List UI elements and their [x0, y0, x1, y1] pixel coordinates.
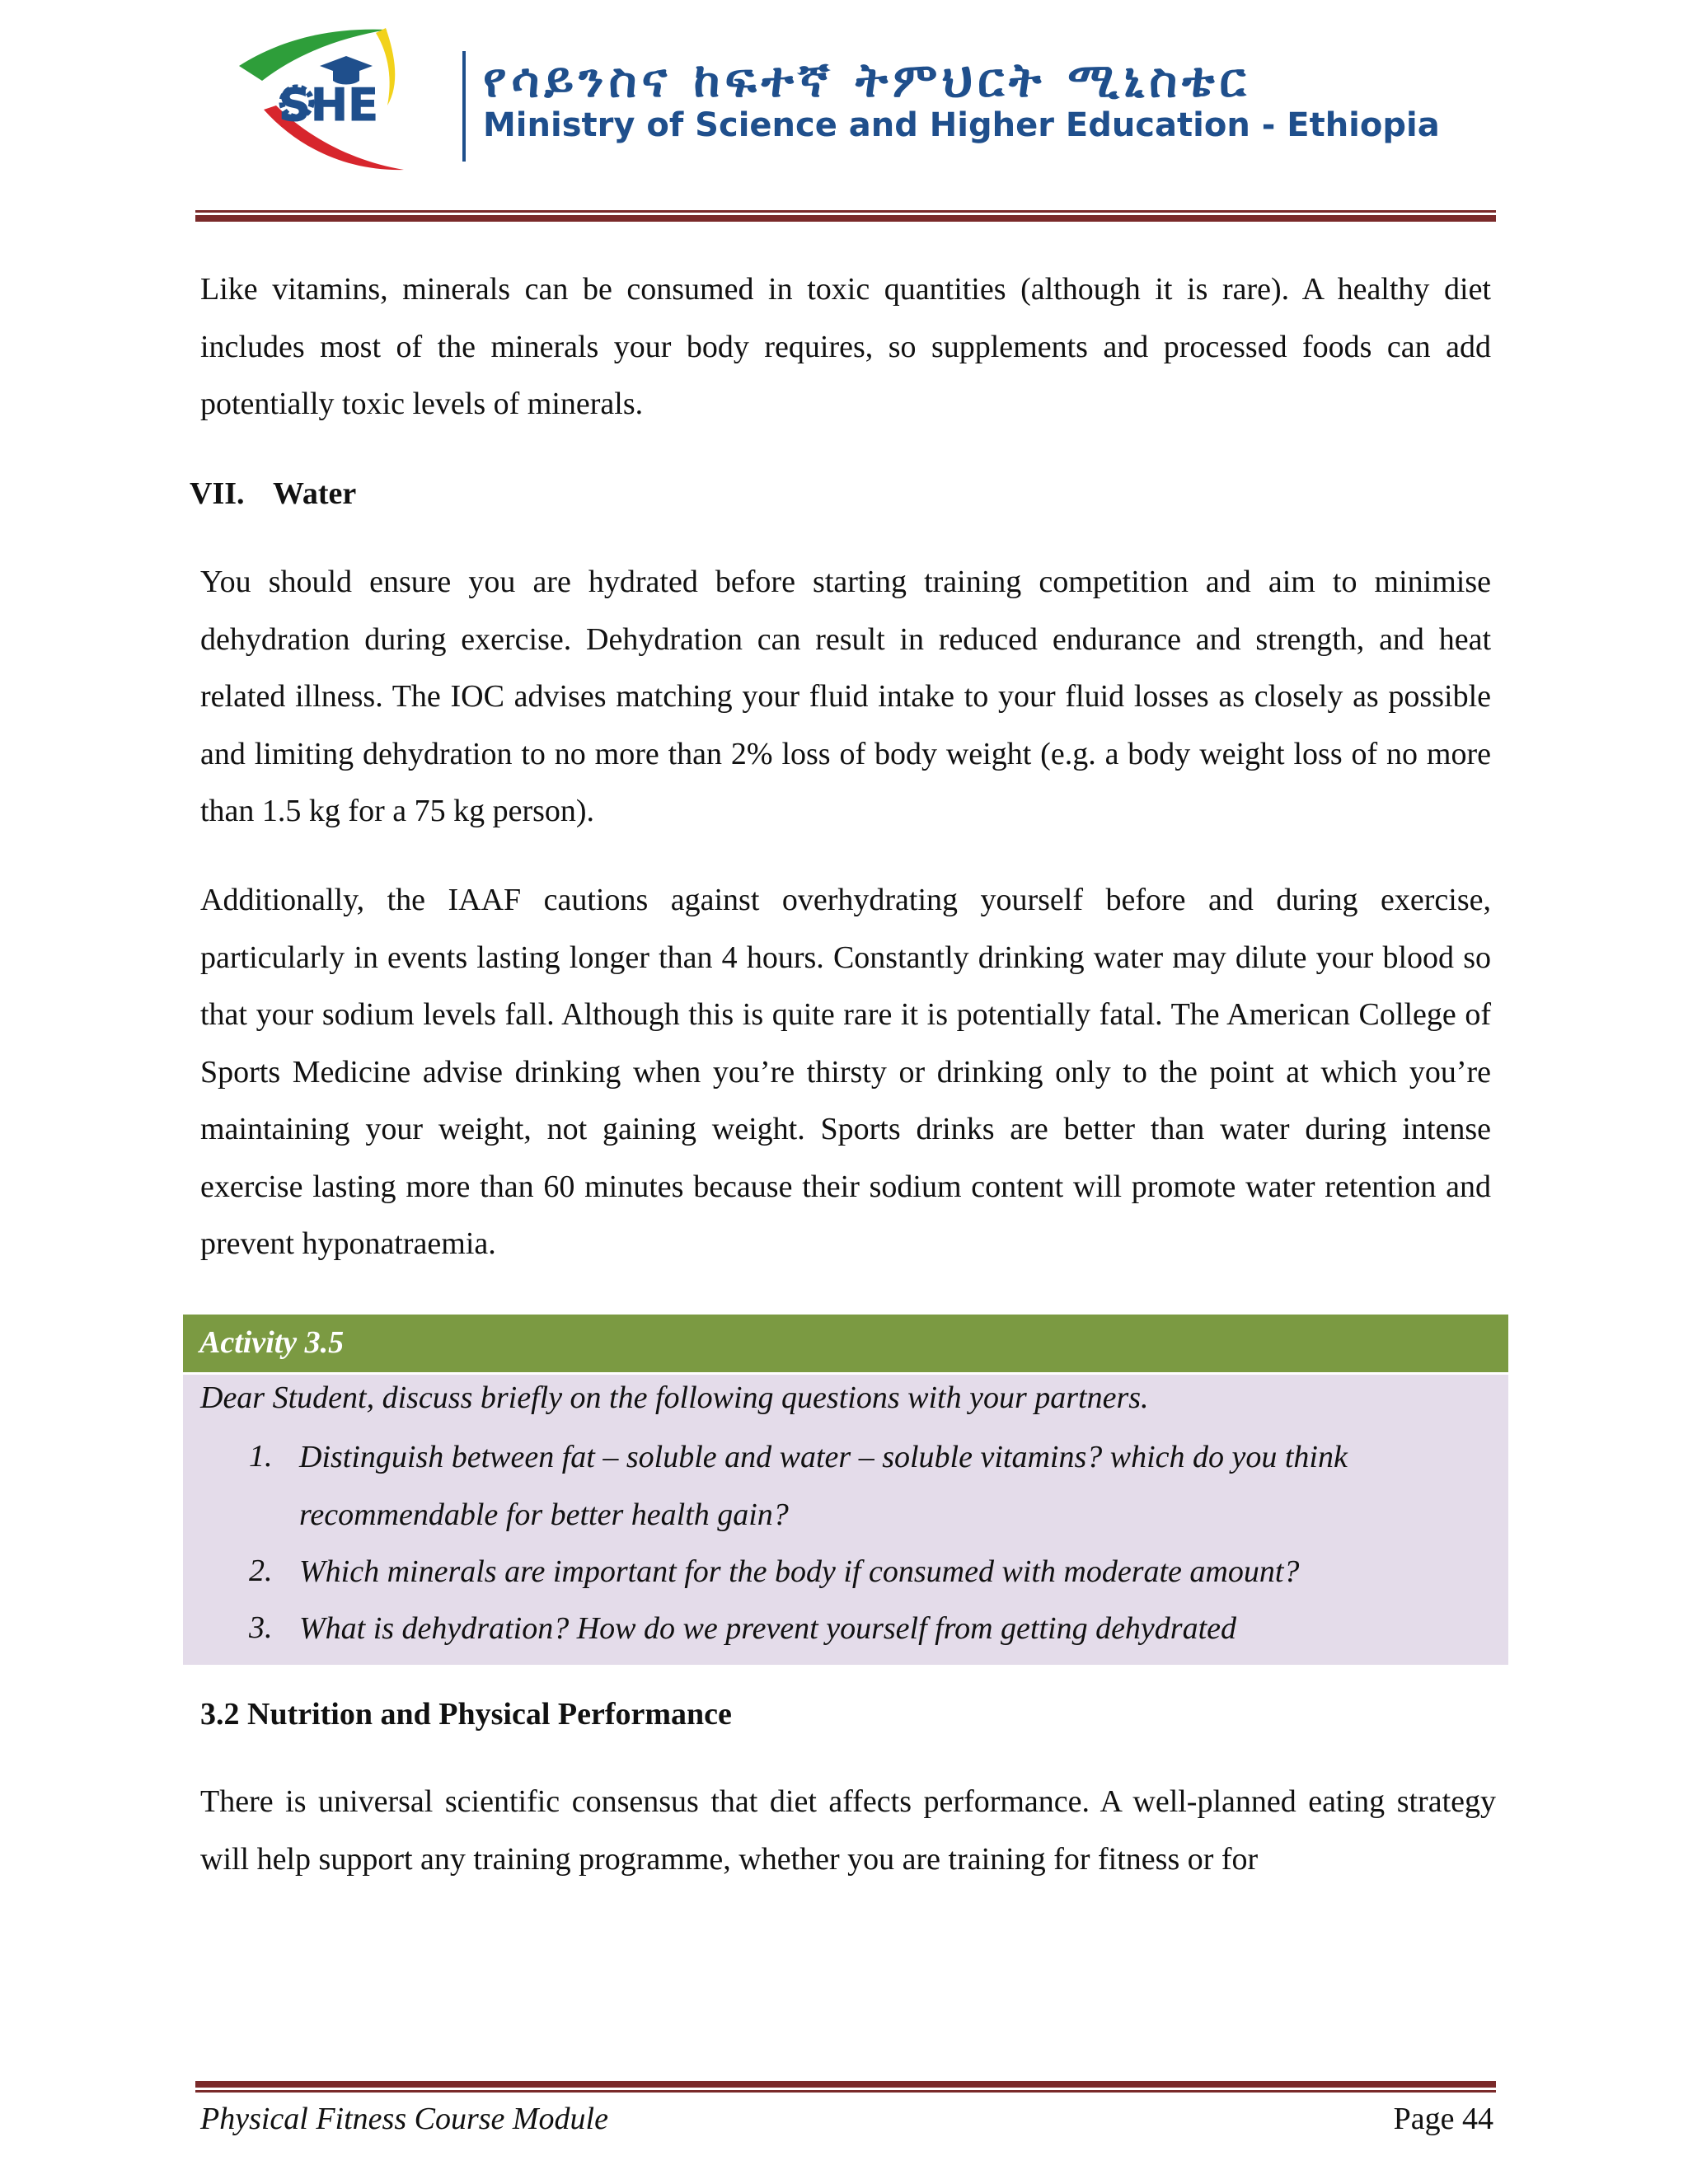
- question-text-2: Which minerals are important for the body if consumed with moderate amount?: [299, 1554, 1300, 1589]
- footer-module-title: Physical Fitness Course Module: [200, 2102, 608, 2136]
- activity-box: [183, 1375, 1508, 1665]
- header-vertical-divider: [462, 51, 466, 162]
- header-rule-thick: [195, 215, 1496, 222]
- water-heading-title: Water: [273, 476, 357, 511]
- activity-intro: Dear Student, discuss briefly on the following questions with your partners.: [200, 1380, 1149, 1415]
- water-paragraph-2: Additionally, the IAAF cautions against overhydrating yourself before and during exercise, particularly in events lasting longer than 4 hours. Constantly drinking water may dilute your blood so that your sodium levels fall. Although this is quite rare it is potentially fatal. The American College of Sports Medicine advise drinking when you’re thirsty or drinking only to the point at which you’re maintaining your weight, not gaining weight. Sports drinks are better than water during intense exercise lasting more than 60 minutes because their sodium content will promote water retention and prevent hyponatraemia.: [200, 883, 1491, 1261]
- section-heading: 3.2 Nutrition and Physical Performance: [200, 1697, 732, 1732]
- question-number-3: 3.: [249, 1610, 273, 1645]
- footer-rule-thick: [195, 2081, 1496, 2088]
- question-text-1: Distinguish between fat – soluble and water – soluble vitamins? which do you think recommendable for better health gain?: [299, 1440, 1348, 1532]
- minerals-paragraph: Like vitamins, minerals can be consumed in toxic quantities (although it is rare). A healthy diet includes most of the minerals your body requires, so supplements and processed foods can add potentially toxic levels of minerals.: [200, 272, 1491, 421]
- question-text-3: What is dehydration? How do we prevent yourself from getting dehydrated: [299, 1611, 1237, 1646]
- activity-title-bar: [183, 1315, 1508, 1372]
- footer-rule-thin: [195, 2090, 1496, 2093]
- activity-title: Activity 3.5: [199, 1325, 345, 1360]
- page-number: Page 44: [1393, 2102, 1493, 2136]
- nutrition-paragraph: There is universal scientific consensus that diet affects performance. A well-planned eating strategy will help support any training programme, whether you are training for fitness or for: [200, 1784, 1496, 1877]
- ministry-name-english: Ministry of Science and Higher Education - Ethiopia: [483, 106, 1440, 144]
- question-number-2: 2.: [249, 1554, 273, 1588]
- ministry-logo: [231, 23, 478, 188]
- logo-green-swoosh: [239, 30, 387, 81]
- header-rule-thin: [195, 210, 1496, 213]
- water-paragraph-1: You should ensure you are hydrated before starting training competition and aim to minimise dehydration during exercise. Dehydration can result in reduced endurance and strength, and heat related illness. The IOC advises matching your fluid intake to your fluid losses as closely as possible and limiting dehydration to no more than 2% loss of body weight (e.g. a body weight loss of no more than 1.5 kg for a 75 kg person).: [200, 565, 1491, 828]
- logo-text: SHE: [279, 79, 378, 131]
- logo-yellow-swoosh: [376, 28, 395, 105]
- ministry-name-amharic: የሳይንስና ከፍተኛ ትምህርት ሚኒስቴር: [483, 52, 1251, 108]
- water-heading-numeral: VII.: [190, 476, 245, 511]
- question-number-1: 1.: [249, 1439, 273, 1474]
